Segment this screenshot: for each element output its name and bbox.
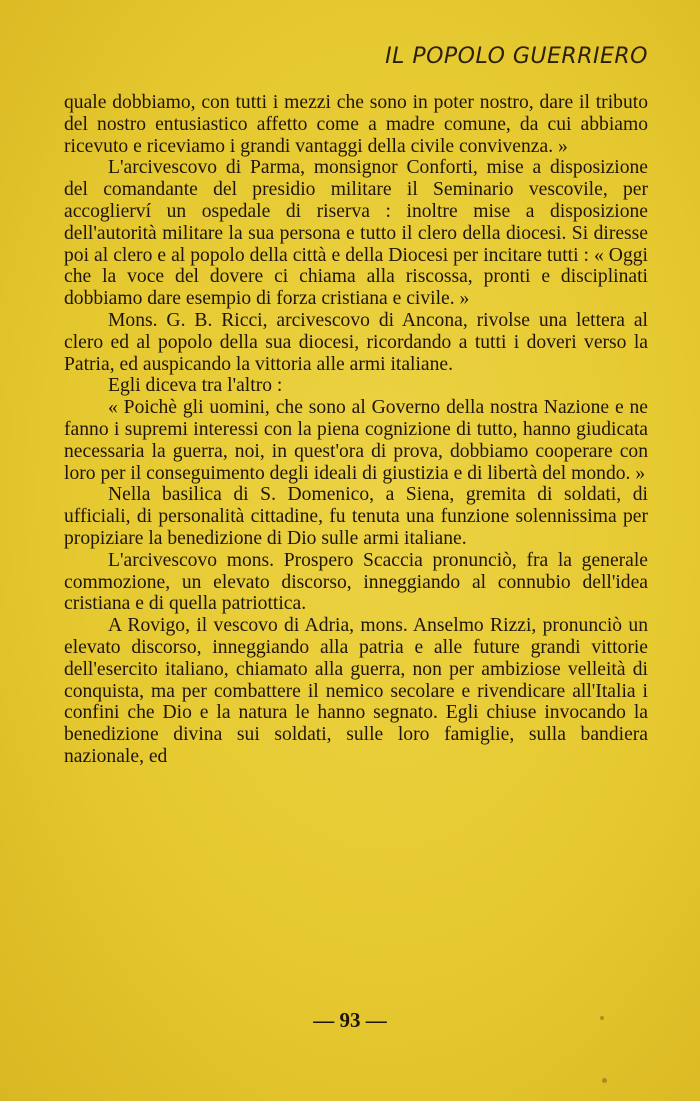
paragraph-quote: « Poichè gli uomini, che sono al Governo della nostra Nazione e ne fanno i supremi interessi con la piena cognizione di tutto, hanno giudicata necessaria la guerra, noi, in quest'ora di prova, dobbiamo cooperare con loro per il conseguimento degli ideali di giustizia e di libertà del mondo. » [64,397,648,484]
running-header: IL POPOLO GUERRIERO [385,44,648,69]
paragraph-continuation: quale dobbiamo, con tutti i mezzi che sono in poter nostro, dare il tributo del nostro entusiastico affetto come a madre comune, da cui abbiamo ricevuto e riceviamo i grandi vantaggi della civile convivenza. » [64,92,648,157]
paragraph-rovigo: A Rovigo, il vescovo di Adria, mons. Anselmo Rizzi, pronunciò un elevato discorso, inneggiando alla patria e alle future grandi vittorie dell'esercito italiano, chiamato alla guerra, non per ambiziose velleità di conquista, ma per combattere il nemico secolare e rivendicare all'Italia i confini che Dio e la natura le hanno segnato. Egli chiuse invocando la benedizione divina sui soldati, sulle loro famiglie, sulla bandiera nazionale, ed [64,615,648,767]
page-number: — 93 — [313,1008,387,1032]
paragraph-ancona: Mons. G. B. Ricci, arcivescovo di Ancona, rivolse una lettera al clero ed al popolo della sua diocesi, ricordando a tutti i doveri verso la Patria, ed auspicando la vittoria alle armi italiane. [64,309,648,375]
paper-speck [602,1078,607,1083]
paper-speck [600,1016,604,1020]
paragraph-egli-diceva: Egli diceva tra l'altro : [108,375,283,397]
paragraph-siena: Nella basilica di S. Domenico, a Siena, gremita di soldati, di ufficiali, di personalità cittadine, fu tenuta una funzione solennissima per propiziare la benedizione di Dio sulle armi italiane. [64,484,648,549]
paragraph-scaccia: L'arcivescovo mons. Prospero Scaccia pronunciò, fra la generale commozione, un elevato discorso, inneggiando al connubio dell'idea cristiana e di quella patriottica. [64,549,648,615]
paragraph-parma: L'arcivescovo di Parma, monsignor Conforti, mise a disposizione del comandante del presidio militare il Seminario vescovile, per accoglierví un ospedale di riserva : inoltre mise a disposizione dell'autorità militare la sua persona e tutto il clero della diocesi. Si diresse poi al clero e al popolo della città e della Diocesi per incitare tutti : « Oggi che la voce del dovere ci chiama alla riscossa, pronti e disciplinati dobbiamo dare esempio di forza cristiana e civile. » [64,157,648,310]
body-text [64,92,648,768]
